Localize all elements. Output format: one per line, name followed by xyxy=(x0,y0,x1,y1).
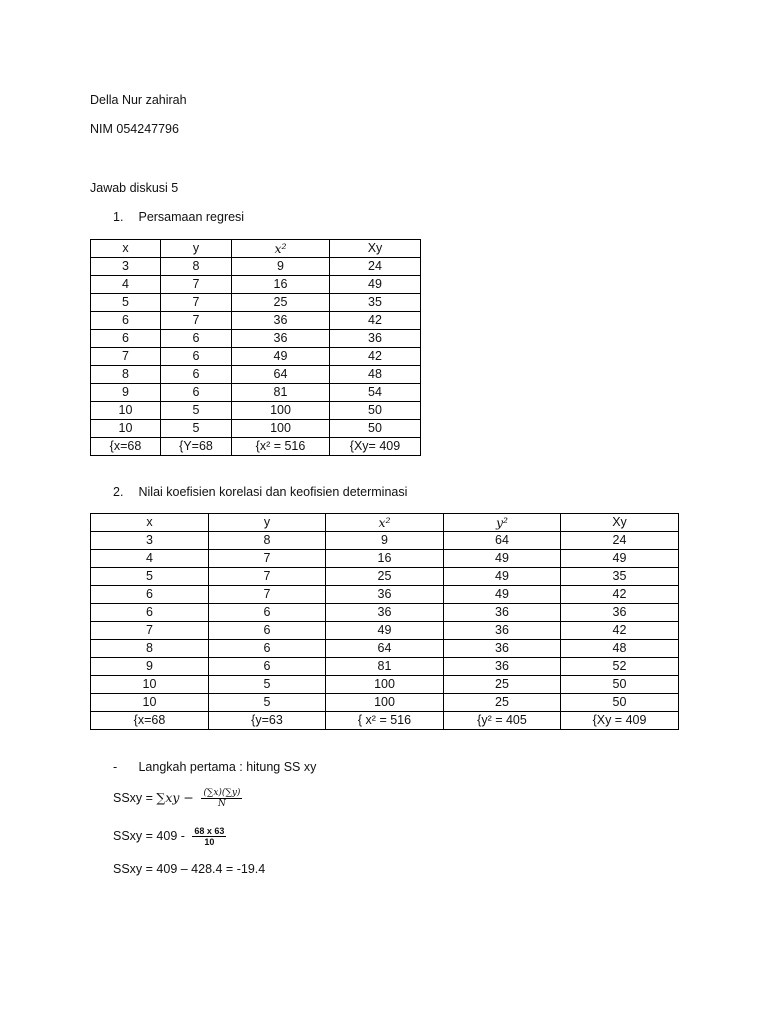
table-row-cell: 6 xyxy=(91,312,161,330)
ssxy-substitution xyxy=(113,826,226,847)
table-row-cell: 6 xyxy=(161,330,232,348)
table-row-cell: 5 xyxy=(209,676,326,694)
table-row-cell: 6 xyxy=(209,622,326,640)
table-row-cell: 7 xyxy=(209,586,326,604)
table-row-cell: 9 xyxy=(232,258,330,276)
table-row-cell: 50 xyxy=(330,402,421,420)
table-row-cell: 50 xyxy=(561,676,679,694)
table-row-cell: 4 xyxy=(91,550,209,568)
correlation-table xyxy=(90,513,679,730)
table-row-cell: 52 xyxy=(561,658,679,676)
header-row-cell: x xyxy=(91,240,161,258)
table-row-cell: 7 xyxy=(209,568,326,586)
table-row xyxy=(91,532,679,550)
table-row-cell: 7 xyxy=(161,294,232,312)
table-row xyxy=(91,622,679,640)
totals-row-cell: {x=68 xyxy=(91,438,161,456)
table-row-cell: 24 xyxy=(561,532,679,550)
table-row xyxy=(91,694,679,712)
header-row xyxy=(91,514,679,532)
formula-sum: ∑xy − xyxy=(156,789,194,805)
header-row-cell: y xyxy=(209,514,326,532)
table-row-cell: 6 xyxy=(161,366,232,384)
header-row-cell: y xyxy=(161,240,232,258)
table-row-cell: 49 xyxy=(444,586,561,604)
table-row-cell: 7 xyxy=(91,348,161,366)
table-row-cell: 36 xyxy=(326,586,444,604)
table-row-cell: 49 xyxy=(326,622,444,640)
table-row-cell: 16 xyxy=(232,276,330,294)
table-row xyxy=(91,294,421,312)
ssxy-result: SSxy = 409 – 428.4 = -19.4 xyxy=(113,862,266,876)
table-row xyxy=(91,568,679,586)
table-row xyxy=(91,366,421,384)
table-row-cell: 9 xyxy=(91,658,209,676)
table-row-cell: 6 xyxy=(209,604,326,622)
table-row-cell: 10 xyxy=(91,420,161,438)
table-row-cell: 24 xyxy=(330,258,421,276)
step-bullet: - xyxy=(113,760,118,774)
table-row-cell: 49 xyxy=(330,276,421,294)
table-row-cell: 9 xyxy=(326,532,444,550)
section2-heading-text: Nilai koefisien korelasi dan keofisien determinasi xyxy=(138,485,408,499)
substitution-denominator: 10 xyxy=(204,837,215,847)
totals-row xyxy=(91,438,421,456)
formula-denominator: N xyxy=(217,799,226,809)
table-row-cell: 50 xyxy=(561,694,679,712)
table-row-cell: 42 xyxy=(330,348,421,366)
table-row-cell: 81 xyxy=(232,384,330,402)
table-row-cell: 36 xyxy=(444,622,561,640)
table-row-cell: 42 xyxy=(561,622,679,640)
section2-number: 2. xyxy=(113,485,124,499)
table-row-cell: 8 xyxy=(91,640,209,658)
substitution-fraction xyxy=(192,826,226,847)
table-row-cell: 64 xyxy=(444,532,561,550)
table-row-cell: 6 xyxy=(209,658,326,676)
table-row-cell: 42 xyxy=(561,586,679,604)
table-row-cell: 6 xyxy=(209,640,326,658)
totals-row-cell: {y=63 xyxy=(209,712,326,730)
totals-row-cell: {x=68 xyxy=(91,712,209,730)
table-row xyxy=(91,330,421,348)
table-row-cell: 100 xyxy=(326,694,444,712)
table-row-cell: 64 xyxy=(326,640,444,658)
step1-text: Langkah pertama : hitung SS xy xyxy=(138,760,317,774)
table-row xyxy=(91,276,421,294)
table-row-cell: 49 xyxy=(444,568,561,586)
table-row-cell: 54 xyxy=(330,384,421,402)
table-row-cell: 81 xyxy=(326,658,444,676)
substitution-numerator: 68 x 63 xyxy=(194,826,225,836)
table-row-cell: 42 xyxy=(330,312,421,330)
table-row xyxy=(91,348,421,366)
table-row-cell: 7 xyxy=(209,550,326,568)
table-row-cell: 10 xyxy=(91,402,161,420)
table-row-cell: 6 xyxy=(91,604,209,622)
table-row xyxy=(91,586,679,604)
table-row-cell: 5 xyxy=(161,420,232,438)
table-row-cell: 36 xyxy=(232,330,330,348)
table-row xyxy=(91,604,679,622)
student-name: Della Nur zahirah xyxy=(90,93,187,107)
table-row-cell: 8 xyxy=(91,366,161,384)
table-row-cell: 48 xyxy=(561,640,679,658)
table-row-cell: 100 xyxy=(232,402,330,420)
student-nim: NIM 054247796 xyxy=(90,122,179,136)
table-row-cell: 25 xyxy=(444,676,561,694)
table-row-cell: 4 xyxy=(91,276,161,294)
formula-lhs: SSxy = xyxy=(113,790,157,805)
section2-heading xyxy=(113,485,407,499)
table-row-cell: 48 xyxy=(330,366,421,384)
table-row-cell: 49 xyxy=(232,348,330,366)
table-row-cell: 5 xyxy=(91,294,161,312)
table-row-cell: 16 xyxy=(326,550,444,568)
step1-line xyxy=(113,760,316,774)
header-row-cell: Xy xyxy=(330,240,421,258)
table-row-cell: 36 xyxy=(561,604,679,622)
table-row-cell: 36 xyxy=(330,330,421,348)
table-row-cell: 100 xyxy=(232,420,330,438)
formula-fraction xyxy=(201,788,242,809)
table-row-cell: 36 xyxy=(326,604,444,622)
table-row xyxy=(91,258,421,276)
table-row-cell: 49 xyxy=(561,550,679,568)
table-row-cell: 36 xyxy=(444,604,561,622)
table-row xyxy=(91,384,421,402)
table-row xyxy=(91,640,679,658)
table-row-cell: 49 xyxy=(444,550,561,568)
table-row-cell: 36 xyxy=(444,640,561,658)
section1-heading xyxy=(113,210,244,224)
section1-heading-text: Persamaan regresi xyxy=(138,210,245,224)
table-row xyxy=(91,550,679,568)
table-row xyxy=(91,676,679,694)
table-row-cell: 50 xyxy=(330,420,421,438)
table-row-cell: 35 xyxy=(330,294,421,312)
table-row-cell: 36 xyxy=(444,658,561,676)
table-row-cell: 25 xyxy=(444,694,561,712)
table-row-cell: 7 xyxy=(161,276,232,294)
ssxy-formula xyxy=(113,788,242,809)
table-row-cell: 6 xyxy=(161,384,232,402)
totals-row-cell: {x² = 516 xyxy=(232,438,330,456)
totals-row-cell: {Y=68 xyxy=(161,438,232,456)
header-row-cell: Xy xyxy=(561,514,679,532)
substitution-lhs: SSxy = 409 - xyxy=(113,828,185,843)
table-row-cell: 25 xyxy=(232,294,330,312)
table-row-cell: 35 xyxy=(561,568,679,586)
table-row-cell: 5 xyxy=(209,694,326,712)
table-row-cell: 7 xyxy=(161,312,232,330)
header-row-cell: x xyxy=(91,514,209,532)
totals-row-cell: {Xy = 409 xyxy=(561,712,679,730)
table-row-cell: 64 xyxy=(232,366,330,384)
table-row xyxy=(91,312,421,330)
header-row xyxy=(91,240,421,258)
totals-row-cell: {Xy= 409 xyxy=(330,438,421,456)
table-row xyxy=(91,658,679,676)
table-row xyxy=(91,402,421,420)
table-row-cell: 10 xyxy=(91,676,209,694)
totals-row xyxy=(91,712,679,730)
table-row-cell: 3 xyxy=(91,532,209,550)
header-row-cell: x² xyxy=(232,240,330,258)
header-row-cell: x² xyxy=(326,514,444,532)
table-row-cell: 6 xyxy=(161,348,232,366)
document-title: Jawab diskusi 5 xyxy=(90,181,179,195)
table-row-cell: 8 xyxy=(209,532,326,550)
formula-numerator: (∑x)(∑y) xyxy=(203,788,241,798)
table-row-cell: 5 xyxy=(161,402,232,420)
table-row-cell: 5 xyxy=(91,568,209,586)
table-row-cell: 7 xyxy=(91,622,209,640)
regression-table xyxy=(90,239,421,456)
table-row-cell: 8 xyxy=(161,258,232,276)
table-row-cell: 6 xyxy=(91,330,161,348)
table-row-cell: 10 xyxy=(91,694,209,712)
table-row-cell: 9 xyxy=(91,384,161,402)
totals-row-cell: { x² = 516 xyxy=(326,712,444,730)
table-row-cell: 36 xyxy=(232,312,330,330)
section1-number: 1. xyxy=(113,210,124,224)
table-row-cell: 25 xyxy=(326,568,444,586)
table-row-cell: 6 xyxy=(91,586,209,604)
table-row-cell: 3 xyxy=(91,258,161,276)
totals-row-cell: {y² = 405 xyxy=(444,712,561,730)
header-row-cell: y² xyxy=(444,514,561,532)
table-row-cell: 100 xyxy=(326,676,444,694)
table-row xyxy=(91,420,421,438)
